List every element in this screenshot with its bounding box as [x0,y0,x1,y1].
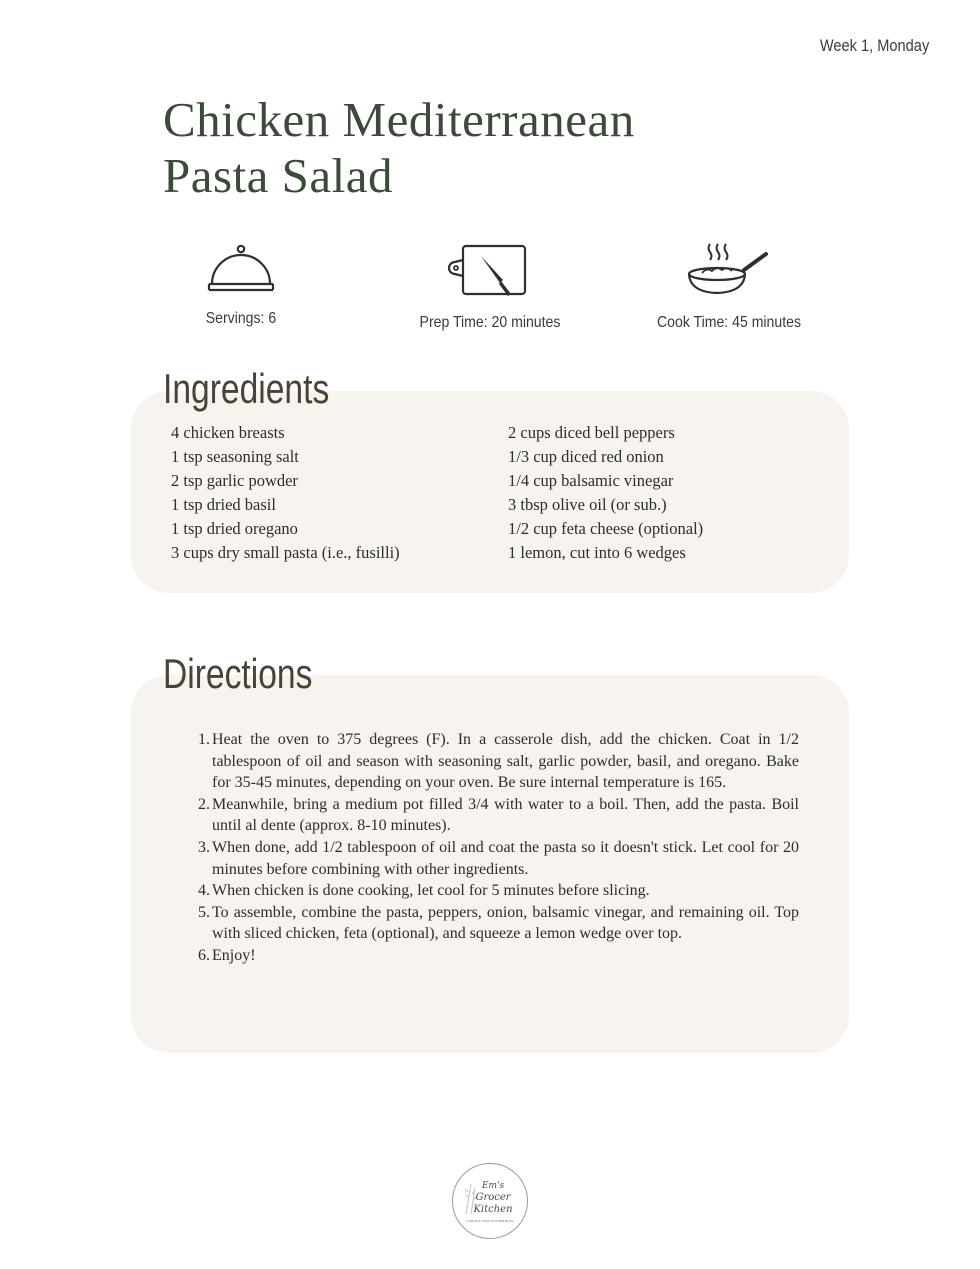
step-number: 1. [198,731,210,748]
direction-step [198,794,799,837]
servings-label: Servings: 6 [205,310,277,327]
ingredient-item: 4 chicken breasts [171,423,285,442]
week-label: Week 1, Monday [819,36,929,55]
ingredient-item: 1/2 cup feta cheese (optional) [508,519,704,538]
prep-time-info [370,240,610,332]
directions-list [198,729,799,967]
recipe-title [163,92,803,204]
ingredient-item: 2 cups diced bell peppers [508,423,675,442]
ingredient-item: 2 tsp garlic powder [171,471,298,490]
ingredient-item: 1 tsp seasoning salt [171,447,299,466]
logo-line-1: Em's [481,1181,505,1191]
logo-line-2: Grocer [475,1192,511,1203]
ingredient-item: 1 lemon, cut into 6 wedges [508,543,686,562]
step-number: 4. [198,882,210,900]
step-number: 6. [198,946,210,964]
ingredient-item: 1/4 cup balsamic vinegar [508,471,674,490]
ingredient-item: 1 tsp dried basil [171,495,276,514]
direction-step [198,837,799,880]
frying-pan-steam-icon [684,240,774,300]
direction-step [198,902,799,945]
step-text: Meanwhile, bring a medium pot filled 3/4 with water to a boil. Then, add the pasta. Boil until al dente (approx. 8-10 minutes). [212,795,799,835]
step-text: Enjoy! [212,946,256,964]
step-number: 2. [198,795,210,813]
logo-tagline: A WHOLE FOOD KITCHEN BLOG [466,1219,514,1223]
ingredient-item: 1 tsp dried oregano [171,519,298,538]
ingredients-list-right [508,421,703,565]
direction-step [198,729,799,794]
direction-step [198,945,799,967]
step-number: 3. [198,838,210,856]
cook-time-label: Cook Time: 45 minutes [657,314,801,331]
step-number: 5. [198,903,210,921]
step-text: To assemble, combine the pasta, peppers, onion, balsamic vinegar, and remaining oil. Top with sliced chicken, feta (optional), and squeeze a lemon wedge over top. [212,903,799,943]
title-line-2: Pasta Salad [163,148,394,203]
step-text: Heat the oven to 375 degrees (F). In a casserole dish, add the chicken. Coat in 1/2 tablespoon of oil and season with seasoning salt, garlic powder, basil, and oregano. Bake for 35-45 minutes, depending on your oven. Be sure internal temperature is 165. [212,731,799,792]
direction-step [198,880,799,902]
ingredient-item: 1/3 cup diced red onion [508,447,664,466]
step-text: When done, add 1/2 tablespoon of oil and coat the pasta so it doesn't stick. Let cool for 20 minutes before combining with other ingredients. [212,838,799,878]
logo-line-3: Kitchen [473,1204,513,1215]
ingredient-item: 3 tbsp olive oil (or sub.) [508,495,667,514]
title-line-1: Chicken Mediterranean [163,92,635,147]
prep-time-label: Prep Time: 20 minutes [419,314,561,331]
brand-logo [451,1162,529,1240]
servings-info [121,240,361,328]
ingredients-list-left [171,421,400,565]
step-text: When chicken is done cooking, let cool for 5 minutes before slicing. [212,882,650,900]
ingredient-item: 3 cups dry small pasta (i.e., fusilli) [171,543,400,562]
cook-time-info [609,240,849,332]
directions-heading: Directions [163,650,313,697]
cutting-board-knife-icon [445,240,535,300]
cloche-icon [206,240,276,296]
ingredients-heading: Ingredients [163,365,330,412]
